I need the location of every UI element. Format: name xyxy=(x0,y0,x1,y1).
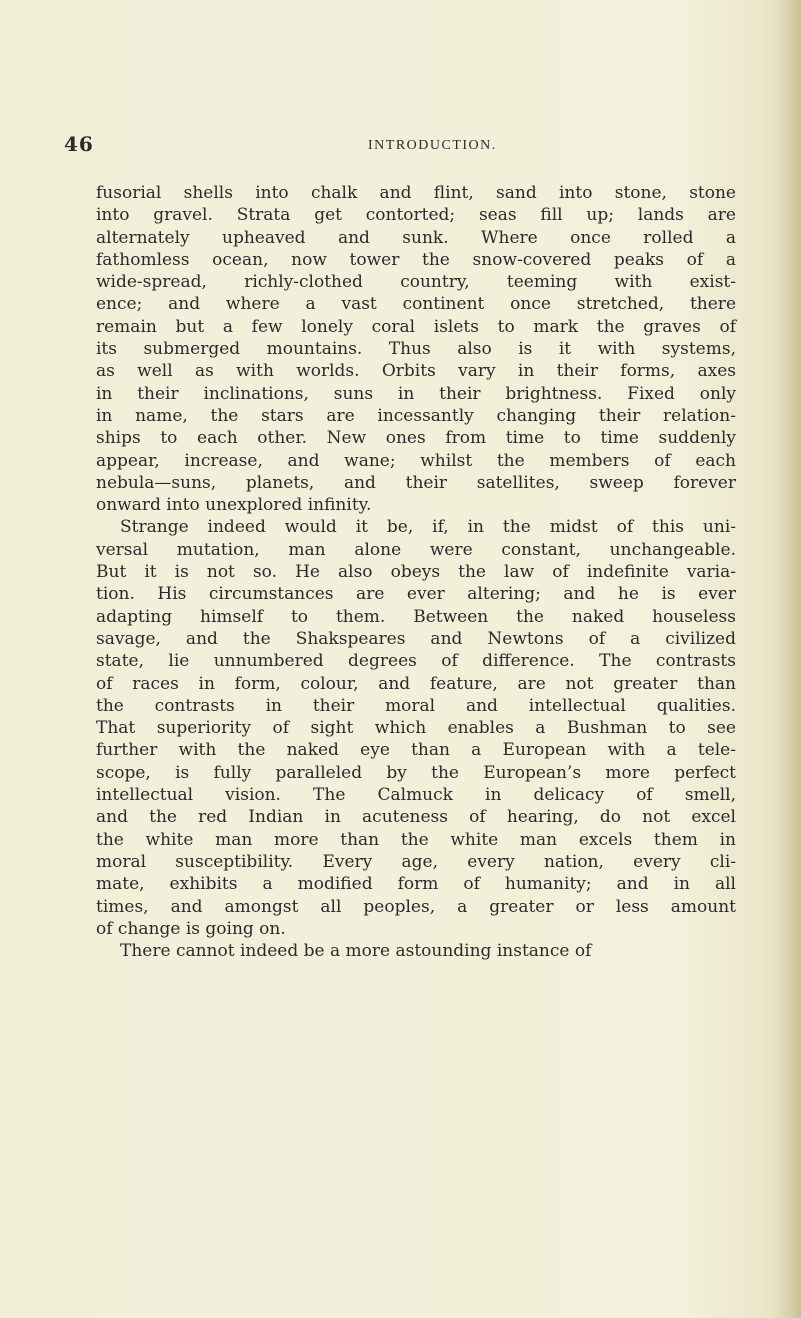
running-head: INTRODUCTION. xyxy=(368,138,497,153)
text-line: in name, the stars are incessantly changing their relation- xyxy=(96,405,736,426)
text-line: the white man more than the white man excels them in xyxy=(96,829,736,850)
text-line: fathomless ocean, now tower the snow-covered peaks of a xyxy=(96,249,736,270)
paragraph-start-line: Strange indeed would it be, if, in the midst of this uni- xyxy=(120,517,736,538)
text-line: alternately upheaved and sunk. Where once rolled a xyxy=(96,227,736,248)
text-line: moral susceptibility. Every age, every nation, every cli- xyxy=(96,851,736,872)
page-header xyxy=(0,132,801,162)
text-line: mate, exhibits a modified form of humanity; and in all xyxy=(96,874,736,895)
text-line: its submerged mountains. Thus also is it with systems, xyxy=(96,339,736,360)
text-line: That superiority of sight which enables a Bushman to see xyxy=(96,718,736,739)
text-line: of races in form, colour, and feature, are not greater than xyxy=(96,673,736,694)
text-line: tion. His circumstances are ever altering; and he is ever xyxy=(96,584,736,605)
page-edge-shadow xyxy=(775,0,801,1318)
text-line: intellectual vision. The Calmuck in delicacy of smell, xyxy=(96,785,736,806)
text-line: times, and amongst all peoples, a greater or less amount xyxy=(96,896,736,917)
text-line: ships to each other. New ones from time to time suddenly xyxy=(96,428,736,449)
text-line: wide-spread, richly-clothed country, teeming with exist- xyxy=(96,272,736,293)
text-line: But it is not so. He also obeys the law of indefinite varia- xyxy=(96,562,736,583)
text-line: into gravel. Strata get contorted; seas fill up; lands are xyxy=(96,205,736,226)
paragraph-start-line: There cannot indeed be a more astounding instance of xyxy=(120,941,592,962)
text-line: state, lie unnumbered degrees of difference. The contrasts xyxy=(96,651,736,672)
body-text xyxy=(96,182,736,962)
text-line: and the red Indian in acuteness of hearing, do not excel xyxy=(96,807,736,828)
text-line: onward into unexplored infinity. xyxy=(96,495,372,516)
text-line: in their inclinations, suns in their brightness. Fixed only xyxy=(96,383,736,404)
text-line: adapting himself to them. Between the naked houseless xyxy=(96,606,736,627)
text-line: the contrasts in their moral and intellectual qualities. xyxy=(96,695,736,716)
text-line: of change is going on. xyxy=(96,918,286,939)
text-line: as well as with worlds. Orbits vary in their forms, axes xyxy=(96,361,736,382)
text-line: appear, increase, and wane; whilst the members of each xyxy=(96,450,736,471)
text-line: fusorial shells into chalk and flint, sand into stone, stone xyxy=(96,183,736,203)
text-line: nebula—suns, planets, and their satellites, sweep forever xyxy=(96,472,736,493)
text-line: further with the naked eye than a European with a tele- xyxy=(96,740,736,761)
text-line: savage, and the Shakspeares and Newtons of a civilized xyxy=(96,628,736,649)
page-number: 46 xyxy=(64,132,94,156)
text-line: scope, is fully paralleled by the European’s more perfect xyxy=(96,762,736,783)
text-line: remain but a few lonely coral islets to mark the graves of xyxy=(96,316,736,337)
text-line: ence; and where a vast continent once stretched, there xyxy=(96,294,736,315)
text-line: versal mutation, man alone were constant, unchangeable. xyxy=(96,539,736,560)
